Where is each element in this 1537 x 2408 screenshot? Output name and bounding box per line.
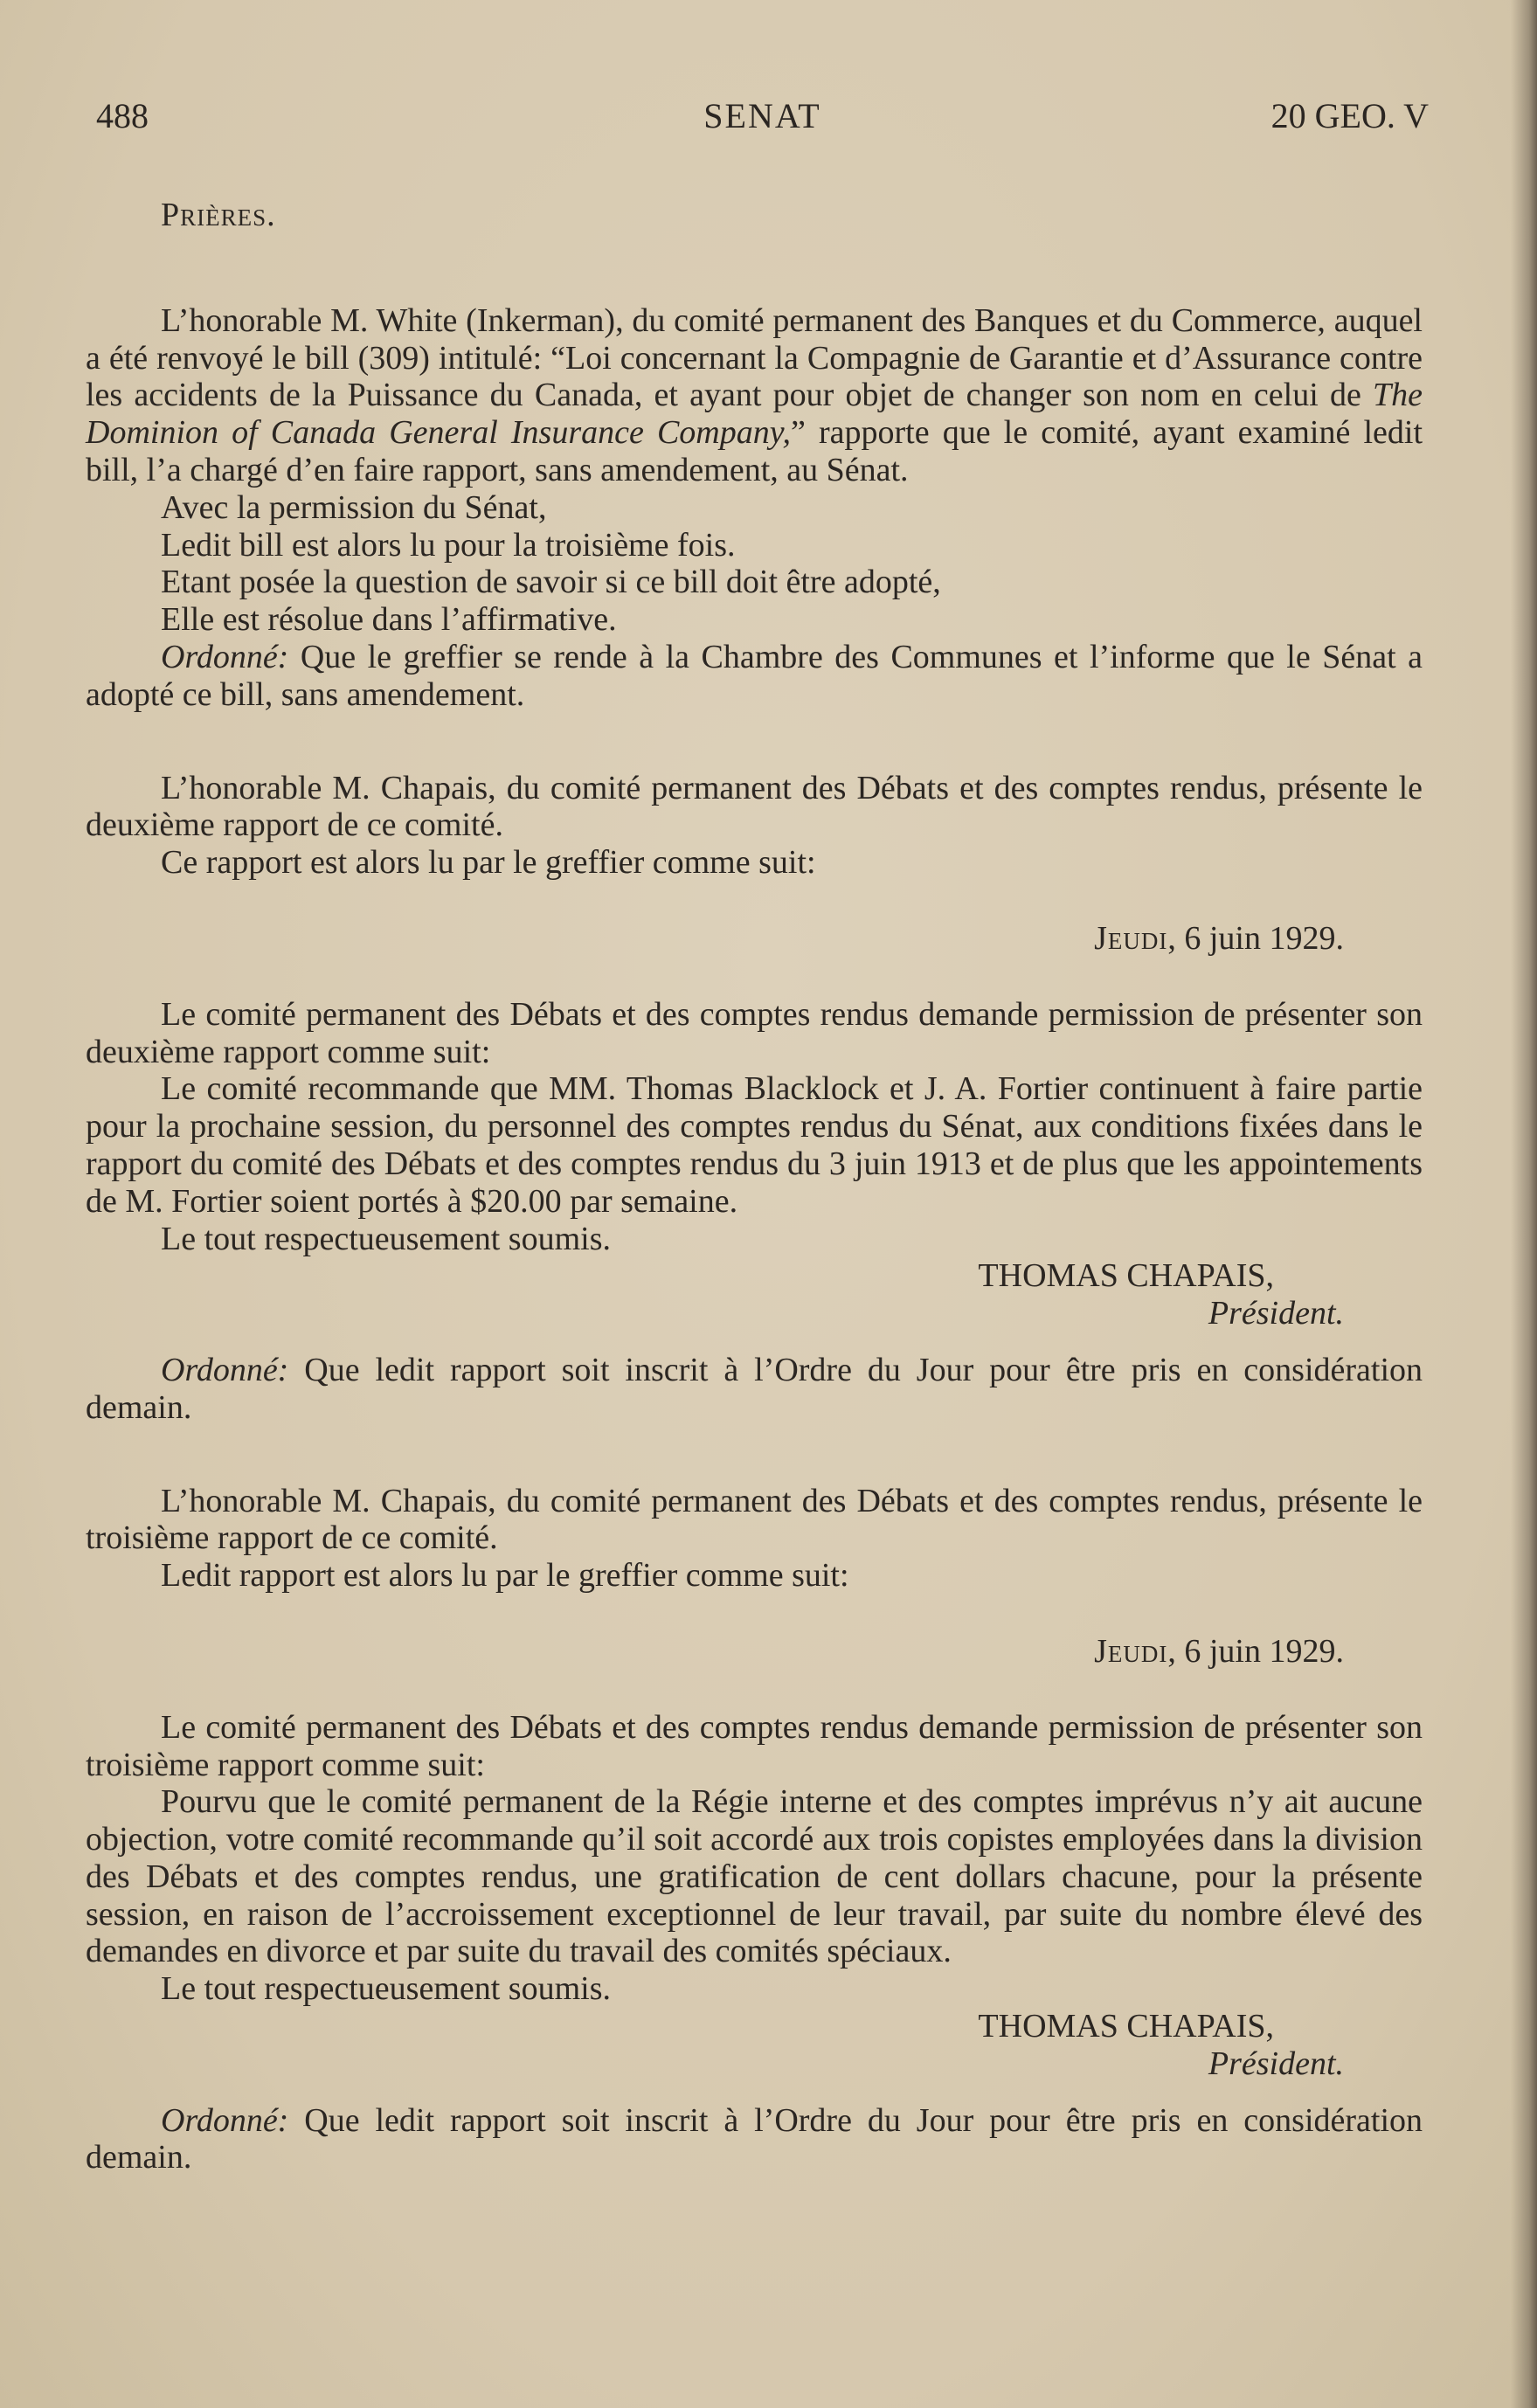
report-date [86,1633,1423,1671]
report-recommendation: Le comité recommande que MM. Thomas Blacklock et J. A. Fortier continuent à faire partie pour la prochaine session, du personnel des comptes rendus du Sénat, aux conditions fixées dans le rapport du comité des Débats et des comptes rendus du 3 juin 1913 et de plus que les appointements de M. Fortier soient portés à $20.00 par semaine. [86,1070,1423,1220]
ordered-text: Que le greffier se rende à la Chambre des Communes et l’informe que le Sénat a adopté ce bill, sans amendement. [86,638,1423,713]
report-recommendation: Pourvu que le comité permanent de la Régie interne et des comptes imprévus n’y ait aucune objection, votre comité recommande qu’il soit accordé aux trois copistes employées dans la division des Débats et des comptes rendus, une gratification de cent dollars chacune, pour la présente session, en raison de l’accroissement exceptionnel de leur travail, par suite du nombre élevé des demandes en divorce et par suite du travail des comités spéciaux. [86,1783,1423,1970]
question-line: Etant posée la question de savoir si ce bill doit être adopté, [161,564,941,601]
report-date [86,920,1423,958]
ordered-paragraph-2 [86,1352,1423,1427]
running-header [96,94,1429,138]
signature-title: Président. [1208,1295,1344,1332]
report-closing: Le tout respectueusement soumis. [161,1220,611,1257]
section-heading: Prières. [161,197,276,233]
date-rest: , 6 juin 1929. [1167,919,1344,957]
ordered-label: Ordonné: [161,2101,289,2139]
ordered-text: Que ledit rapport soit inscrit à l’Ordre du Jour pour être pris en considération demain. [86,1351,1423,1426]
permission-line: Avec la permission du Sénat, [161,488,547,526]
signature-title: Président. [1208,2045,1344,2082]
white-report-paragraph [86,302,1423,489]
report-read-line: Ce rapport est alors lu par le greffier comme suit: [161,844,816,882]
resolved-line: Elle est résolue dans l’affirmative. [161,601,617,639]
page-edge-shadow [1511,0,1537,2408]
white-report-text-end: ” rapporte que le comité, ayant examiné ledit bill, l’a chargé d’en faire rapport, sans amendement, au Sénat. [86,414,1423,488]
white-report-text: L’honorable M. White (Inkerman), du comité permanent des Banques et du Commerce, auquel a été renvoyé le bill (309) intitulé: “Loi concernant la Compagnie de Garantie et d’Assurance contre les accidents de la Puissance du Canada, et ayant pour objet de changer son nom en celui de [86,301,1423,414]
chapais-second-report-intro: L’honorable M. Chapais, du comité permanent des Débats et des comptes rendus, présente le deuxième rapport de ce comité. [86,769,1423,844]
report-request: Le comité permanent des Débats et des comptes rendus demande permission de présenter son deuxième rapport comme suit: [86,995,1423,1070]
signature-name: THOMAS CHAPAIS, [978,1257,1274,1295]
ordered-label: Ordonné: [161,638,289,675]
section-title: SENAT [703,96,821,135]
date-weekday: Jeudi [1094,919,1168,957]
third-reading-line: Ledit bill est alors lu pour la troisième fois. [161,526,736,564]
session-label: 20 GEO. V [1270,96,1429,135]
chapais-third-report-intro: L’honorable M. Chapais, du comité permanent des Débats et des comptes rendus, présente le troisième rapport de ce comité. [86,1482,1423,1557]
ordered-text: Que ledit rapport soit inscrit à l’Ordre du Jour pour être pris en considération demain. [86,2101,1423,2176]
company-title: The Dominion of Canada General Insurance Company, [86,377,1423,452]
ordered-label: Ordonné: [161,1351,289,1388]
ordered-paragraph-3 [86,2102,1423,2177]
ordered-paragraph-1 [86,639,1423,714]
date-weekday: Jeudi [1094,1632,1168,1670]
signature-name: THOMAS CHAPAIS, [978,2008,1274,2045]
report-request: Le comité permanent des Débats et des comptes rendus demande permission de présenter son troisième rapport comme suit: [86,1708,1423,1783]
report-closing: Le tout respectueusement soumis. [161,1970,611,2008]
date-rest: , 6 juin 1929. [1167,1632,1344,1670]
page-number: 488 [96,96,149,135]
report-read-line: Ledit rapport est alors lu par le greffier comme suit: [161,1557,849,1595]
body-text [86,197,1423,2176]
